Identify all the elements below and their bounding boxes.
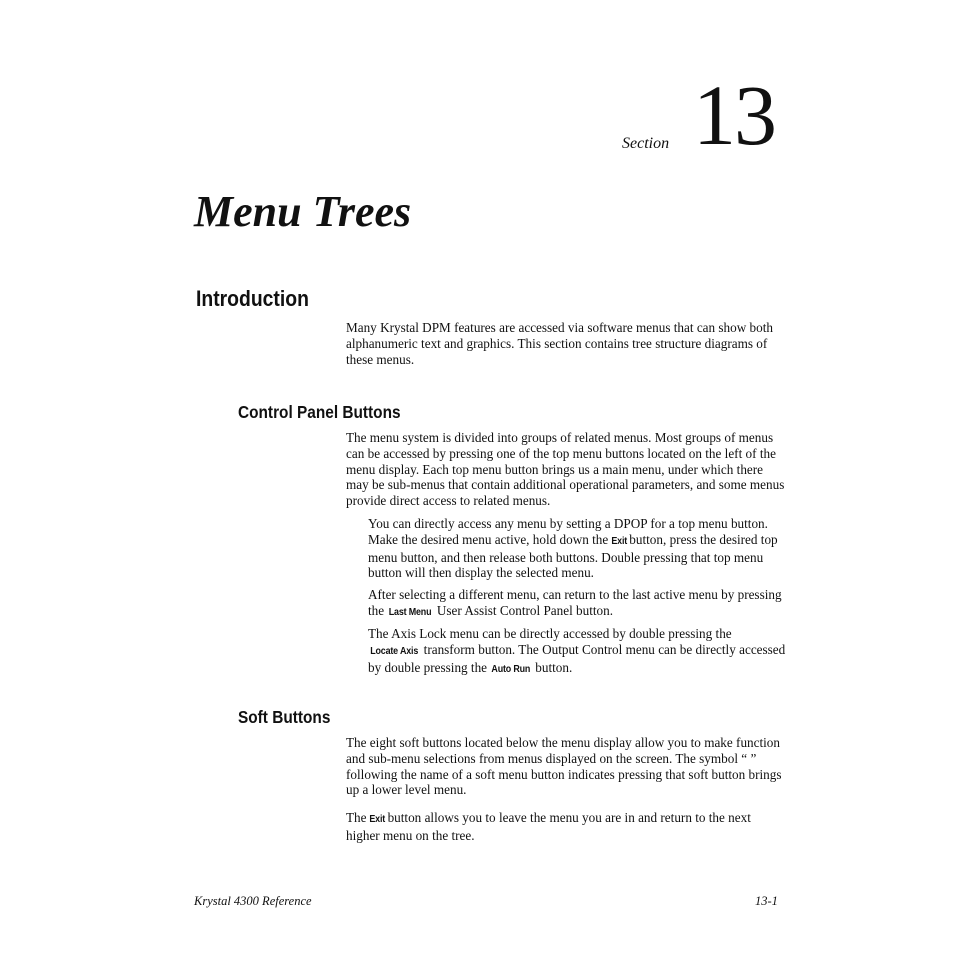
control-panel-heading: Control Panel Buttons [238,402,401,422]
footer-page-number: 13-1 [755,894,778,908]
introduction-paragraph: Many Krystal DPM features are accessed via software menus that can show both alphanumeric text and graphics. This section contains tree structure diagrams of these menus. [346,320,773,367]
section-number: 13 [693,67,775,163]
locate-axis-key-label: Locate Axis [370,644,419,657]
control-panel-paragraph-2: You can directly access any menu by setting a DPOP for a top menu button. Make the desired menu active, hold down the Exit button, press the desired top menu button, and then release both buttons. Double pressing that top menu button will then display the selected menu. [368,516,778,581]
soft-buttons-paragraph-1: The eight soft buttons located below the menu display allow you to make function and sub-menu selections from menus displayed on the screen. The symbol “ ” following the name of a soft menu button indicates pressing that soft button brings up a lower level menu. [346,735,782,798]
exit-key-label: Exit [369,813,385,825]
section-label: Section [622,135,670,152]
soft-buttons-paragraph-2: The Exit button allows you to leave the menu you are in and return to the next higher menu on the tree. [346,810,751,843]
last-menu-key-label: Last Menu [389,605,432,618]
control-panel-paragraph-1: The menu system is divided into groups of related menus. Most groups of menus can be accessed by pressing one of the top menu buttons located on the left of the menu display. Each top menu button brings us a main menu, under which there may be sub-menus that contain additional operational parameters, and some menus provide direct access to related menus. [346,430,785,509]
control-panel-paragraph-3: After selecting a different menu, can return to the last active menu by pressing the Last Menu User Assist Control Panel button. [368,587,786,621]
soft-buttons-heading: Soft Buttons [238,707,331,727]
control-panel-paragraph-4: The Axis Lock menu can be directly accessed by double pressing the Locate Axis transform button. The Output Control menu can be directly accessed by double pressing the Auto Run button. [368,626,786,677]
chapter-title: Menu Trees [194,187,412,236]
footer-document-title: Krystal 4300 Reference [194,894,312,908]
exit-key-label: Exit [610,534,627,547]
auto-run-key-label: Auto Run [491,662,531,675]
introduction-heading: Introduction [196,286,309,311]
